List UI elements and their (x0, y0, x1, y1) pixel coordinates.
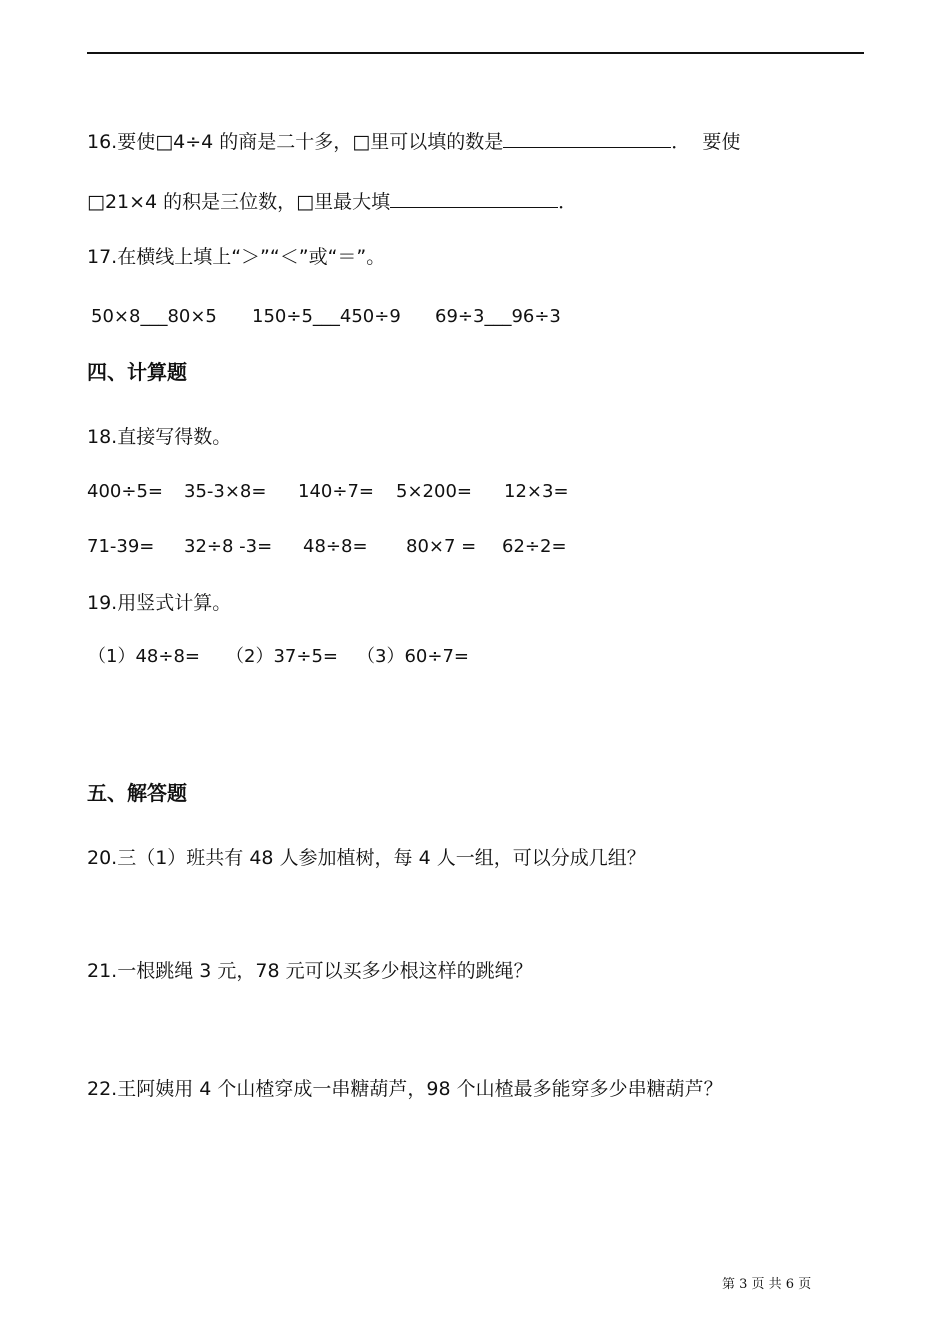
q16-text-1: 16.要使□4÷4 的商是二十多，□里可以填的数是 (87, 131, 504, 153)
q19-item: （1）48÷8= (88, 646, 200, 667)
q16-end-1: ． 要使 (671, 131, 741, 153)
q18-row2-item: 71-39= (87, 536, 155, 557)
q18-row1-item: 140÷7= (298, 481, 374, 502)
q19-item: （3）60÷7= (357, 646, 469, 667)
question-16-line-1 (87, 129, 740, 155)
q18-row1-item: 35-3×8= (184, 481, 267, 502)
q16-text-2: □21×4 的积是三位数，□里最大填 (87, 191, 391, 213)
q18-row2-item: 62÷2= (502, 536, 567, 557)
section-5-heading: 五、解答题 (87, 781, 187, 805)
question-18-prompt: 18.直接写得数。 (87, 426, 232, 448)
q18-row1-item: 5×200= (396, 481, 472, 502)
q18-row2-item: 80×7 = (406, 536, 477, 557)
q17-compare-item: 150÷5___450÷9 (252, 306, 401, 327)
q18-row2-item: 48÷8= (303, 536, 368, 557)
q16-end-2: ． (558, 191, 578, 213)
q17-compare-item: 50×8___80×5 (91, 306, 217, 327)
question-22: 22.王阿姨用 4 个山楂穿成一串糖葫芦，98 个山楂最多能穿多少串糖葫芦？ (87, 1078, 723, 1100)
section-4-heading: 四、计算题 (87, 360, 187, 384)
question-21: 21.一根跳绳 3 元，78 元可以买多少根这样的跳绳？ (87, 960, 533, 982)
q18-row1-item: 12×3= (504, 481, 569, 502)
header-rule (87, 52, 864, 54)
question-16-line-2 (87, 189, 577, 215)
question-20: 20.三（1）班共有 48 人参加植树，每 4 人一组，可以分成几组？ (87, 847, 646, 869)
question-19-prompt: 19.用竖式计算。 (87, 592, 232, 614)
q18-row1-item: 400÷5= (87, 481, 163, 502)
page-number-footer: 第 3 页 共 6 页 (722, 1277, 812, 1292)
q16-answer-blank-1[interactable] (503, 129, 671, 148)
q16-answer-blank-2[interactable] (390, 189, 558, 208)
question-17-prompt: 17.在横线上填上“＞”“＜”或“＝”。 (87, 246, 386, 268)
q18-row2-item: 32÷8 -3= (184, 536, 273, 557)
q19-item: （2）37÷5= (226, 646, 338, 667)
q17-compare-item: 69÷3___96÷3 (435, 306, 561, 327)
